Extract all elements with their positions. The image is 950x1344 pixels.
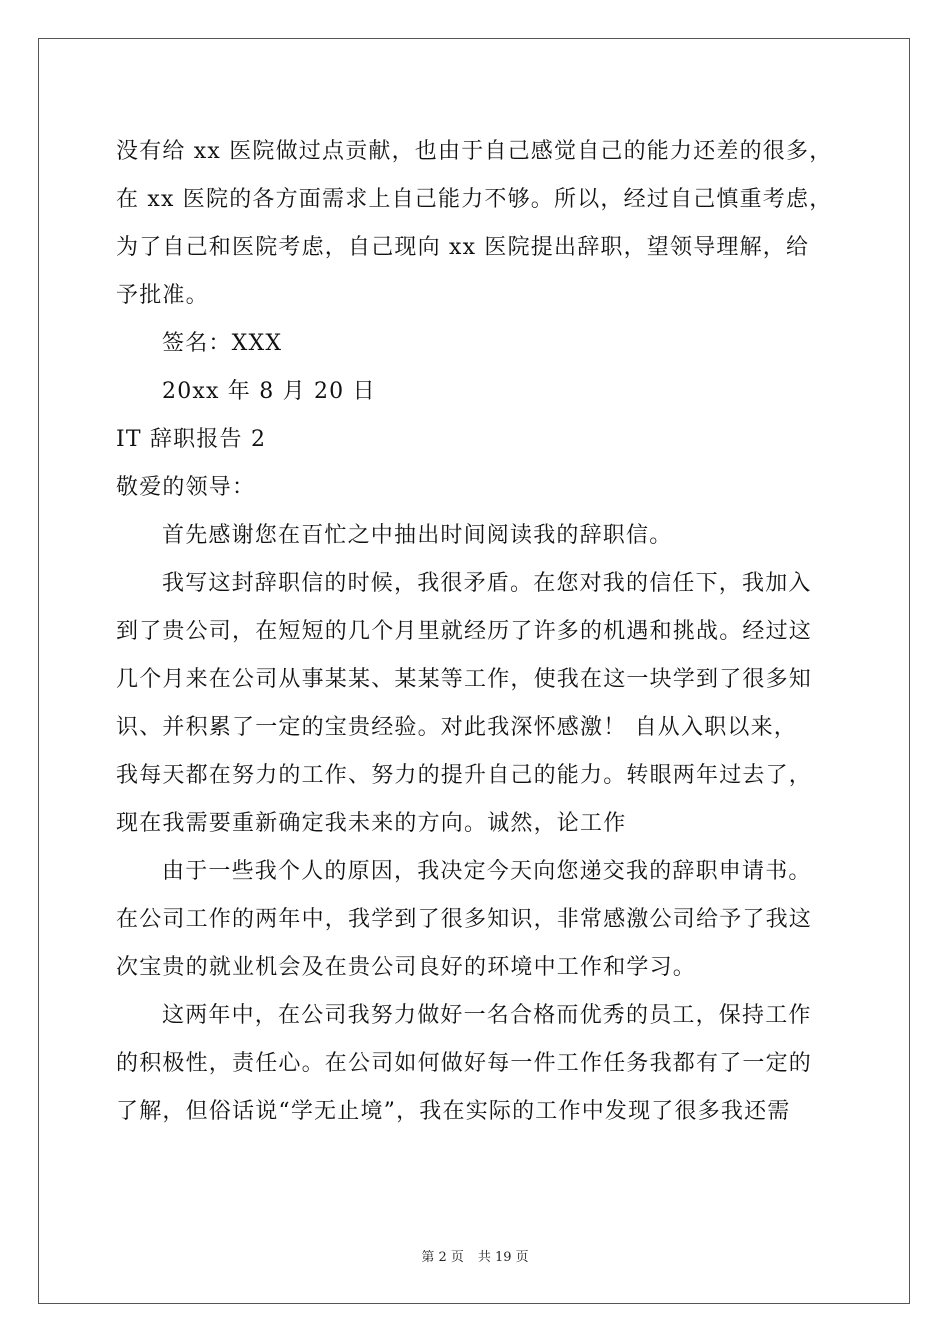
paragraph-start: 这两年中，在公司我努力做好一名合格而优秀的员工，保持工作 (162, 1003, 812, 1028)
document-body (116, 128, 836, 1136)
page-number: 第 2 页 (421, 1250, 464, 1265)
paragraph-start: 我写这封辞职信的时候，我很矛盾。在您对我的信任下，我加入 (162, 571, 812, 596)
text-line: 在 xx 医院的各方面需求上自己能力不够。所以，经过自己慎重考虑， (116, 187, 833, 212)
text-line: 为了自己和医院考虑，自己现向 xx 医院提出辞职，望领导理解，给 (116, 235, 810, 260)
paragraph-start: 首先感谢您在百忙之中抽出时间阅读我的辞职信。 (162, 523, 673, 548)
page-footer (0, 1246, 950, 1265)
section-heading: IT 辞职报告 2 (116, 427, 267, 452)
salutation: 敬爱的领导： (116, 475, 256, 500)
text-line: 予批准。 (116, 283, 209, 308)
text-line: 的积极性，责任心。在公司如何做好每一件工作任务我都有了一定的 (116, 1051, 813, 1076)
page-total: 共 19 页 (477, 1250, 529, 1265)
text-line: 现在我需要重新确定我未来的方向。诚然，论工作 (116, 811, 627, 836)
text-line: 我每天都在努力的工作、努力的提升自己的能力。转眼两年过去了， (116, 763, 813, 788)
text-line: 几个月来在公司从事某某、某某等工作，使我在这一块学到了很多知 (116, 667, 813, 692)
text-line: 没有给 xx 医院做过点贡献，也由于自己感觉自己的能力还差的很多， (116, 139, 833, 164)
text-line: 了解，但俗话说“学无止境”，我在实际的工作中发现了很多我还需 (116, 1099, 791, 1124)
date-line: 20xx 年 8 月 20 日 (162, 379, 376, 404)
text-line: 识、并积累了一定的宝贵经验。对此我深怀感激！ 自从入职以来， (116, 715, 797, 740)
paragraph-start: 由于一些我个人的原因，我决定今天向您递交我的辞职申请书。 (162, 859, 812, 884)
signature-line: 签名：XXX (162, 331, 283, 356)
text-line: 在公司工作的两年中，我学到了很多知识，非常感激公司给予了我这 (116, 907, 813, 932)
text-line: 次宝贵的就业机会及在贵公司良好的环境中工作和学习。 (116, 955, 697, 980)
text-line: 到了贵公司，在短短的几个月里就经历了许多的机遇和挑战。经过这 (116, 619, 813, 644)
